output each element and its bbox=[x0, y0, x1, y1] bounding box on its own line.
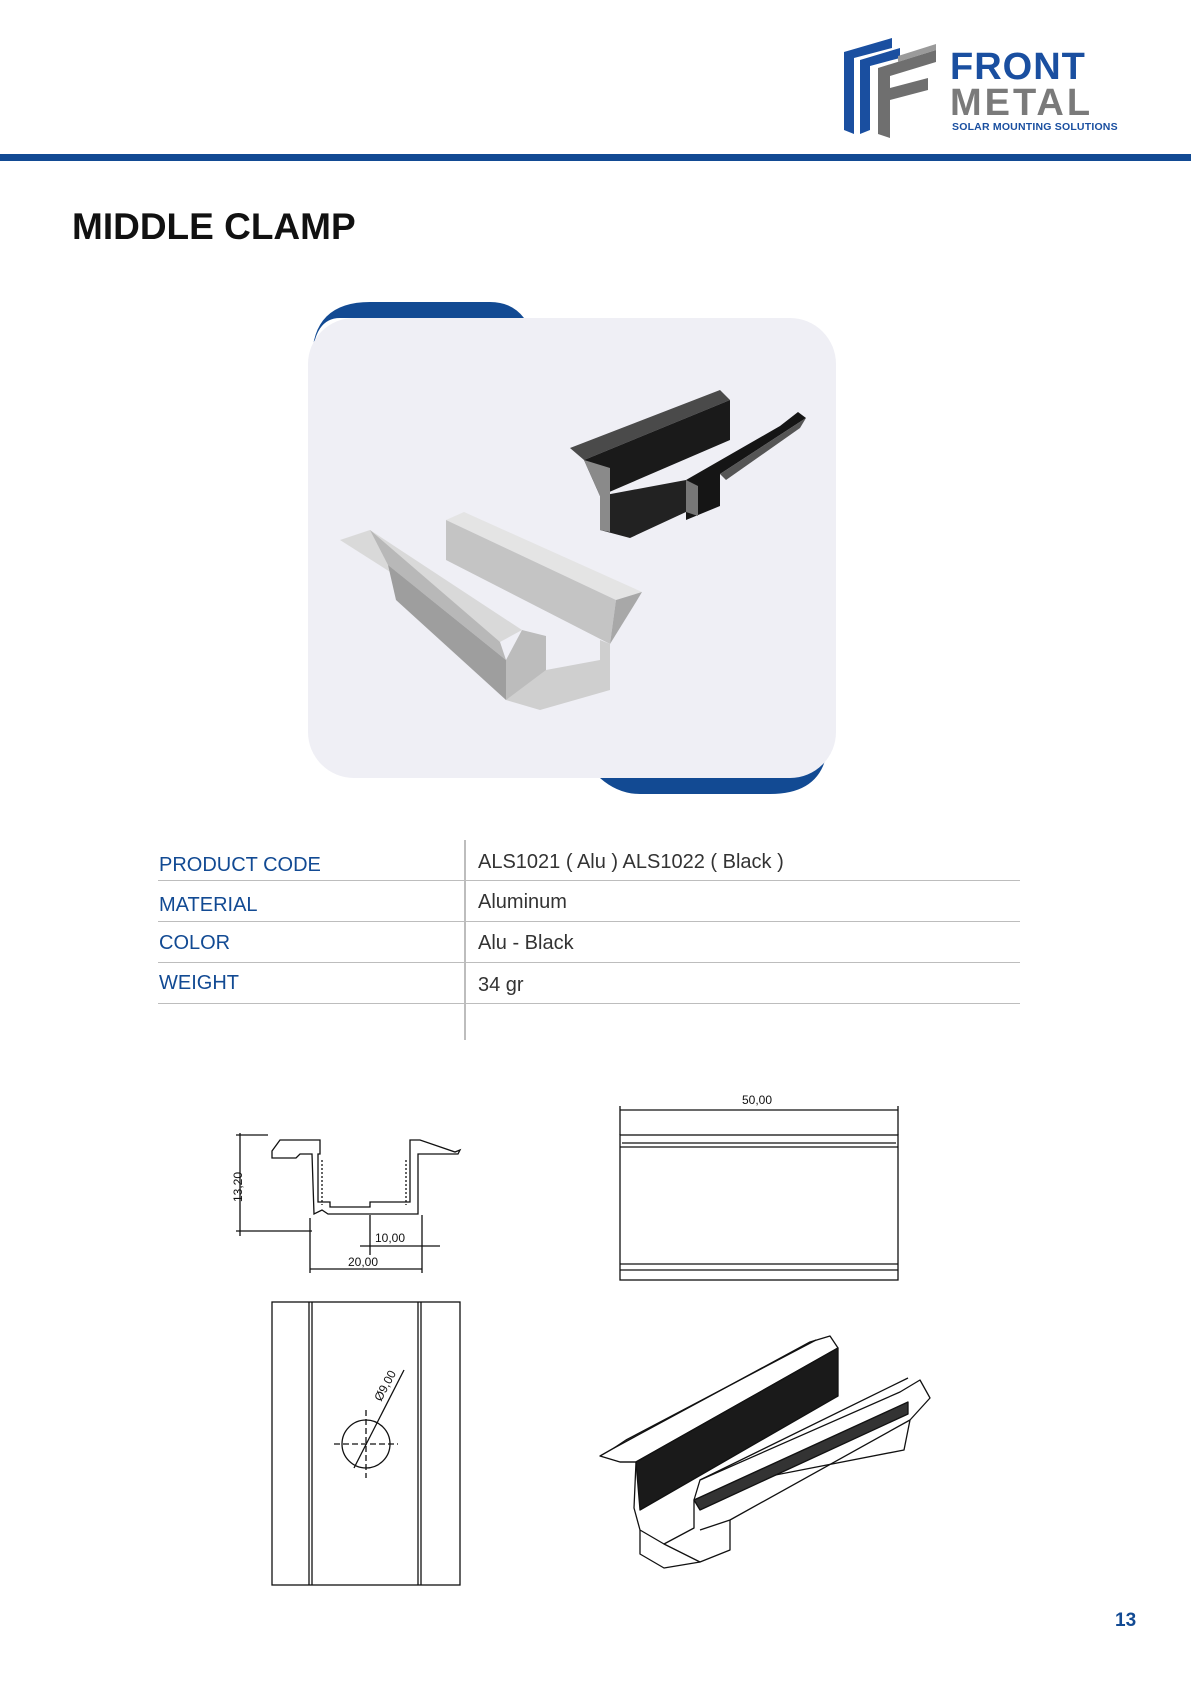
dim-hole-diameter: Ø9,00 bbox=[371, 1367, 400, 1404]
spec-label: PRODUCT CODE bbox=[159, 854, 321, 876]
spec-table bbox=[158, 840, 1020, 1040]
spec-row bbox=[158, 922, 1020, 963]
spec-row bbox=[158, 963, 1020, 1004]
spec-value: Alu - Black bbox=[478, 932, 574, 954]
logo-metal-text: METAL bbox=[950, 82, 1094, 124]
top-view-drawing bbox=[272, 1302, 460, 1585]
spec-value: Aluminum bbox=[478, 891, 567, 913]
header-divider bbox=[0, 154, 1191, 161]
side-view-drawing bbox=[620, 1106, 898, 1280]
spec-label: COLOR bbox=[159, 932, 231, 954]
logo-tagline: SOLAR MOUNTING SOLUTIONS bbox=[952, 121, 1118, 133]
spec-value: 34 gr bbox=[478, 974, 524, 996]
isometric-drawing bbox=[600, 1336, 930, 1568]
technical-drawings bbox=[0, 1080, 1191, 1600]
dim-base-width: 20,00 bbox=[348, 1255, 379, 1269]
dim-length: 50,00 bbox=[742, 1093, 773, 1107]
spec-value: ALS1021 ( Alu ) ALS1022 ( Black ) bbox=[478, 851, 784, 873]
page-number: 13 bbox=[1115, 1610, 1137, 1631]
page-title: MIDDLE CLAMP bbox=[72, 206, 356, 247]
dim-inner-width: 10,00 bbox=[375, 1231, 406, 1245]
spec-label: MATERIAL bbox=[159, 894, 258, 916]
spec-label: WEIGHT bbox=[159, 972, 239, 994]
spec-row bbox=[158, 840, 1020, 881]
logo-front-text: FRONT bbox=[950, 46, 1086, 88]
dim-height: 13,20 bbox=[231, 1171, 245, 1202]
product-photo bbox=[300, 300, 840, 795]
spec-row bbox=[158, 881, 1020, 922]
profile-drawing bbox=[236, 1133, 460, 1273]
